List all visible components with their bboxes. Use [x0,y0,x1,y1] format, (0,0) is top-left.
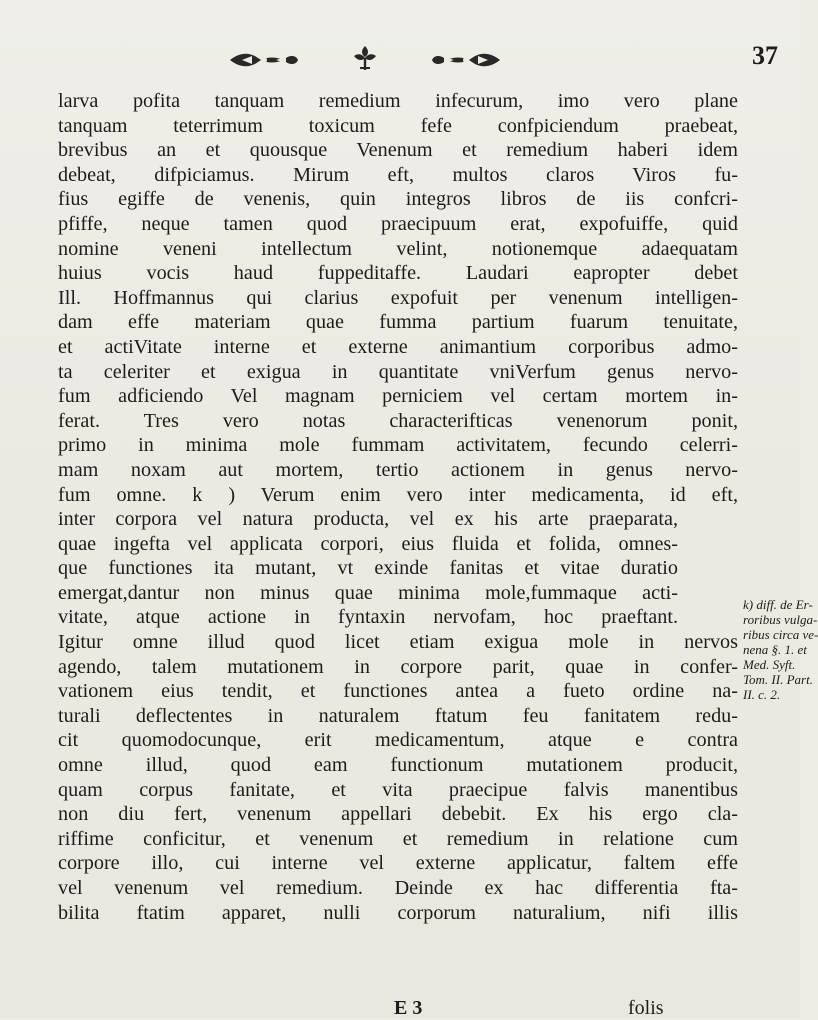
text-line: ta celeriter et exigua in quantitate vniVerfum genus nervo- [58,360,738,383]
text-line: debeat, difpiciamus. Mirum eft, multos claros Viros fu- [58,163,738,186]
page-footer [0,999,800,1018]
text-line: bilita ftatim apparet, nulli corporum naturalium, nifi illis [58,901,738,924]
fleuron-ornament-icon [352,44,378,72]
signature-mark: E 3 [394,997,423,1019]
text-line: emergat,dantur non minus quae minima mole,fummaque acti- [58,581,678,604]
text-line: vitate, atque actione in fyntaxin nervofam, hoc praeftant. [58,606,678,629]
text-line: ferat. Tres vero notas characterifticas venenorum ponit, [58,409,738,432]
margin-note-line: roribus vulga- [743,612,818,627]
text-line: Igitur omne illud quod licet etiam exigua mole in nervos [58,631,738,654]
text-line: vel venenum vel remedium. Deinde ex hac differentia fta- [58,877,738,899]
text-line: tanquam teterrimum toxicum fefe confpiciendum praebeat, [58,114,738,137]
text-line: primo in minima mole fummam activitatem, fecundo celerri- [58,434,738,457]
margin-footnote [743,597,818,702]
text-line: fum omne. k ) Verum enim vero inter medicamenta, id eft, [58,483,738,506]
text-line: dam effe materiam quae fumma partium fuarum tenuitate, [58,311,738,334]
text-line: brevibus an et quousque Venenum et remedium haberi idem [58,139,738,162]
text-line: Ill. Hoffmannus qui clarius expofuit per venenum intelligen- [58,286,738,309]
text-line: cit quomodocunque, erit medicamentum, atque e contra [58,729,738,752]
margin-note-line: Med. Syft. [743,657,796,672]
margin-note-line: k) diff. de Er- [743,597,813,612]
text-line: inter corpora vel natura producta, vel ex his arte praeparata, [58,508,678,531]
text-line: nomine veneni intellectum velint, notionemque adaequatam [58,237,738,260]
text-line: et actiVitate interne et externe animantium corporibus admo- [58,335,738,358]
margin-note-line: II. c. 2. [743,687,781,702]
text-line: que functiones ita mutant, vt exinde fanitas et vitae duratio [58,557,678,580]
margin-note-line: Tom. II. Part. [743,672,813,687]
text-line: turali deflectentes in naturalem ftatum feu fanitatem redu- [58,704,738,727]
page-header [0,40,800,76]
text-line: omne illud, quod eam functionum mutationem producit, [58,754,738,777]
text-line: non diu fert, venenum appellari debebit. Ex his ergo cla- [58,803,738,826]
main-text [58,89,738,925]
margin-note-line: nena §. 1. et [743,642,807,657]
floral-ornament-left-icon [228,50,300,70]
margin-note-line: ribus circa ve- [743,627,818,642]
text-line: corpore illo, cui interne vel externe applicatur, faltem effe [58,852,738,875]
text-line: mam noxam aut mortem, tertio actionem in genus nervo- [58,458,738,481]
text-line: larva pofita tanquam remedium infecurum, imo vero plane [58,90,738,112]
text-line: huius vocis haud fuppeditaffe. Laudari eapropter debet [58,262,738,285]
text-line: quam corpus fanitate, et vita praecipue falvis manentibus [58,778,738,801]
text-line: riffime conficitur, et venenum et remedium in relatione cum [58,827,738,850]
text-line: quae ingefta vel applicata corpori, eius fluida et folida, omnes- [58,532,678,555]
text-line: vationem eius tendit, et functiones antea a fueto ordine na- [58,680,738,703]
text-line: fum adficiendo Vel magnam perniciem vel certam mortem in- [58,385,738,408]
page-number: 37 [752,41,778,70]
text-line: agendo, talem mutationem in corpore parit, quae in confer- [58,655,738,678]
catchword: folis [628,997,664,1019]
text-line: pfiffe, neque tamen quod praecipuum erat, expofuiffe, quid [58,212,738,235]
floral-ornament-right-icon [430,50,502,70]
text-line: fius egiffe de venenis, quin integros libros de iis confcri- [58,188,738,211]
